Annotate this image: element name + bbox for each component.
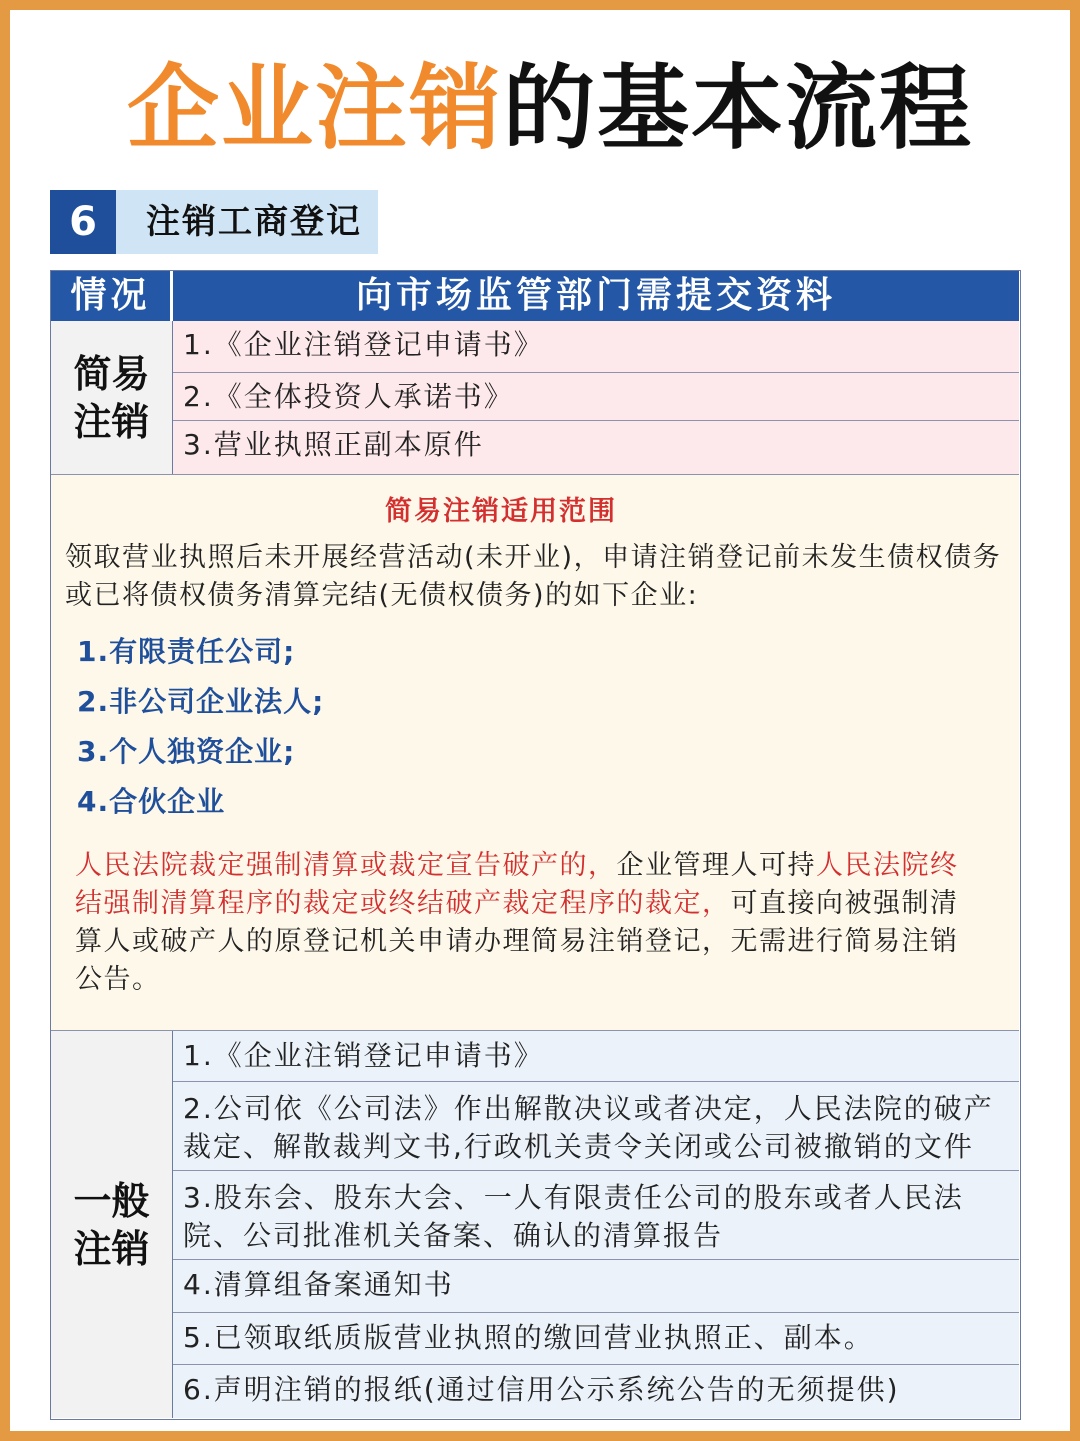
page-title bbox=[10, 54, 1080, 164]
list-item: 1.有限责任公司; bbox=[77, 635, 296, 668]
scope-list bbox=[77, 627, 324, 827]
simple-label-line2: 注销 bbox=[73, 399, 150, 444]
title-highlight: 企业注销 bbox=[126, 55, 503, 162]
scope-paragraph bbox=[75, 847, 975, 999]
general-item-3: 3.股东会、股东大会、一人有限责任公司的股东或者人民法院、公司批准机关备案、确认的清算报告 bbox=[173, 1171, 1019, 1260]
header-situation: 情况 bbox=[51, 271, 173, 321]
general-item-5: 5.已领取纸质版营业执照的缴回营业执照正、副本。 bbox=[173, 1313, 1019, 1365]
simple-scope-box bbox=[51, 474, 1019, 1031]
simple-item-2: 2.《全体投资人承诺书》 bbox=[173, 373, 1019, 421]
simple-label-cell bbox=[51, 321, 173, 474]
materials-table bbox=[50, 270, 1021, 1420]
para-black-1: 企业管理人可持 bbox=[616, 850, 816, 881]
para-red-1: 人民法院裁定强制清算或裁定宣告破产的， bbox=[75, 850, 617, 881]
section-header bbox=[50, 190, 378, 254]
general-label-cell bbox=[51, 1031, 173, 1418]
simple-label bbox=[70, 350, 154, 446]
simple-label-line1: 简易 bbox=[73, 351, 150, 396]
title-rest: 的基本流程 bbox=[503, 55, 974, 162]
general-item-2: 2.公司依《公司法》作出解散决议或者决定，人民法院的破产裁定、解散裁判文书,行政机关责令关闭或公司被撤销的文件 bbox=[173, 1082, 1019, 1171]
general-item-1: 1.《企业注销登记申请书》 bbox=[173, 1031, 1019, 1082]
simple-item-1: 1.《企业注销登记申请书》 bbox=[173, 321, 1019, 373]
simple-item-3: 3.营业执照正副本原件 bbox=[173, 421, 1019, 474]
section-number: 6 bbox=[50, 190, 116, 254]
general-label-line2: 注销 bbox=[73, 1226, 150, 1271]
general-item-6: 6.声明注销的报纸(通过信用公示系统公告的无须提供) bbox=[173, 1365, 1019, 1418]
list-item: 2.非公司企业法人; bbox=[77, 685, 325, 718]
para-red-2: 人民法院终结强制清算程序的裁定或终结破产裁定程序的裁定， bbox=[75, 850, 959, 919]
scope-intro: 领取营业执照后未开展经营活动(未开业)，申请注销登记前未发生债权债务或已将债权债务清算完结(无债权债务)的如下企业: bbox=[65, 542, 1002, 611]
scope-title: 简易注销适用范围 bbox=[385, 496, 617, 527]
general-item-4: 4.清算组备案通知书 bbox=[173, 1260, 1019, 1313]
list-item: 4.合伙企业 bbox=[77, 785, 226, 818]
header-materials: 向市场监管部门需提交资料 bbox=[355, 275, 836, 316]
list-item: 3.个人独资企业; bbox=[77, 735, 296, 768]
general-label-line1: 一般 bbox=[73, 1178, 150, 1223]
section-title: 注销工商登记 bbox=[116, 190, 378, 254]
general-label bbox=[70, 1177, 154, 1273]
para-black-2: 可直接向被强制清算人或破产人的原登记机关申请办理简易注销登记，无需进行简易注销公告。 bbox=[75, 888, 959, 995]
table-header bbox=[51, 271, 1019, 321]
